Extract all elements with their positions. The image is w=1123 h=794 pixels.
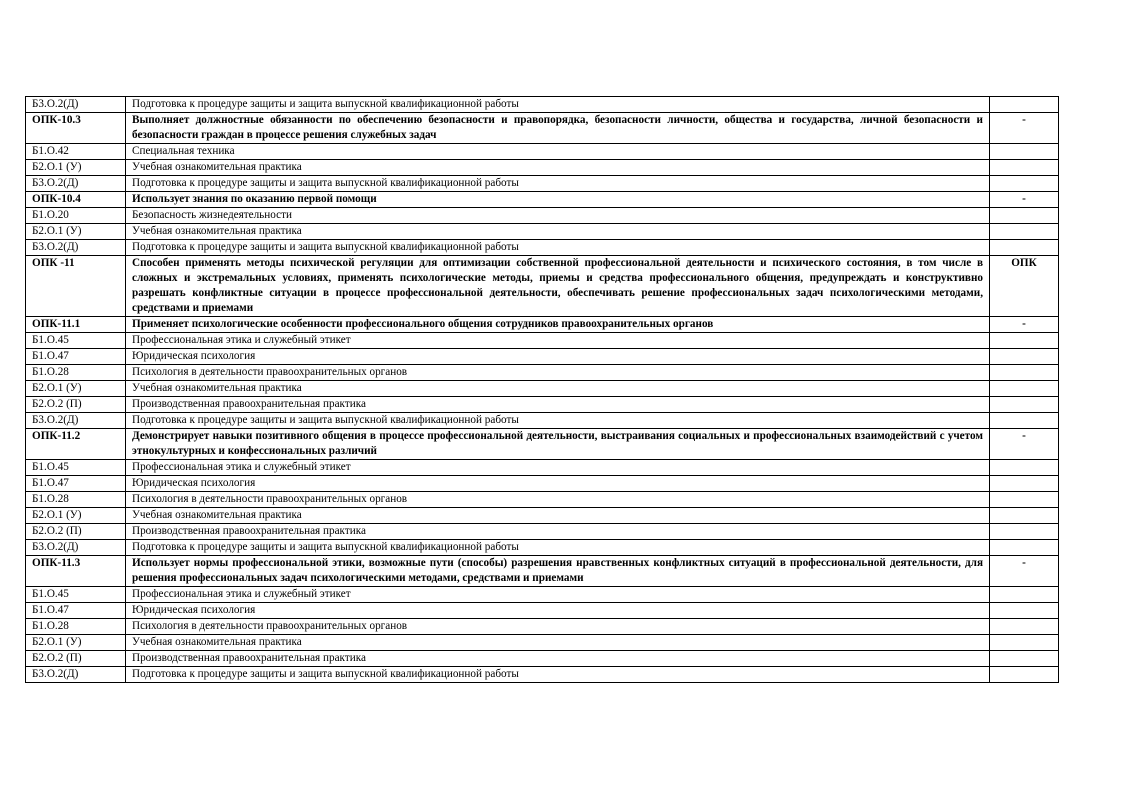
row-description: Применяет психологические особенности профессионального общения сотрудников правоохранительных органов [126, 317, 990, 333]
row-description: Подготовка к процедуре защиты и защита выпускной квалификационной работы [126, 540, 990, 556]
row-description: Юридическая психология [126, 603, 990, 619]
row-code: ОПК-10.3 [26, 113, 126, 144]
row-type: - [990, 192, 1059, 208]
row-description: Учебная ознакомительная практика [126, 224, 990, 240]
row-code: Б1.О.45 [26, 587, 126, 603]
row-code: Б3.О.2(Д) [26, 97, 126, 113]
row-description: Выполняет должностные обязанности по обеспечению безопасности и правопорядка, безопасности личности, общества и государства, личной безопасности и безопасности граждан в процессе решения служебных задач [126, 113, 990, 144]
row-code: Б3.О.2(Д) [26, 176, 126, 192]
discipline-row [26, 160, 1059, 176]
row-code: ОПК-11.2 [26, 429, 126, 460]
discipline-row [26, 540, 1059, 556]
row-type [990, 208, 1059, 224]
row-type [990, 476, 1059, 492]
row-description: Психология в деятельности правоохранительных органов [126, 365, 990, 381]
discipline-row [26, 619, 1059, 635]
row-code: Б3.О.2(Д) [26, 240, 126, 256]
discipline-row [26, 240, 1059, 256]
row-type [990, 492, 1059, 508]
row-code: Б2.О.2 (П) [26, 524, 126, 540]
row-type [990, 635, 1059, 651]
row-type [990, 97, 1059, 113]
row-description: Учебная ознакомительная практика [126, 508, 990, 524]
discipline-row [26, 176, 1059, 192]
table-body [26, 97, 1059, 683]
row-description: Подготовка к процедуре защиты и защита выпускной квалификационной работы [126, 97, 990, 113]
row-code: Б2.О.1 (У) [26, 635, 126, 651]
row-code: Б2.О.2 (П) [26, 397, 126, 413]
row-code: Б1.О.45 [26, 460, 126, 476]
discipline-row [26, 144, 1059, 160]
row-type: - [990, 113, 1059, 144]
discipline-row [26, 492, 1059, 508]
row-code: Б1.О.47 [26, 476, 126, 492]
discipline-row [26, 365, 1059, 381]
row-code: Б1.О.47 [26, 349, 126, 365]
row-type [990, 587, 1059, 603]
row-type: - [990, 317, 1059, 333]
discipline-row [26, 508, 1059, 524]
row-description: Использует знания по оказанию первой помощи [126, 192, 990, 208]
competence-row [26, 113, 1059, 144]
competence-row [26, 429, 1059, 460]
row-description: Подготовка к процедуре защиты и защита выпускной квалификационной работы [126, 240, 990, 256]
row-description: Способен применять методы психической регуляции для оптимизации собственной профессиональной деятельности и психического состояния, в том числе в сложных и экстремальных условиях, применять психологические методы, приемы и средства профессионального общения, предупреждать и конструктивно разрешать конфликтные ситуации в процессе профессиональной деятельности, обеспечивать решение профессиональных задач психологическими методами, средствами и приемами [126, 256, 990, 317]
discipline-row [26, 476, 1059, 492]
row-type: - [990, 429, 1059, 460]
row-type [990, 365, 1059, 381]
row-code: Б1.О.42 [26, 144, 126, 160]
competence-row [26, 556, 1059, 587]
row-code: Б1.О.45 [26, 333, 126, 349]
row-type [990, 144, 1059, 160]
row-type [990, 176, 1059, 192]
row-type [990, 524, 1059, 540]
discipline-row [26, 460, 1059, 476]
discipline-row [26, 413, 1059, 429]
discipline-row [26, 667, 1059, 683]
row-type [990, 540, 1059, 556]
row-description: Психология в деятельности правоохранительных органов [126, 619, 990, 635]
discipline-row [26, 524, 1059, 540]
row-code: Б1.О.20 [26, 208, 126, 224]
row-description: Учебная ознакомительная практика [126, 160, 990, 176]
discipline-row [26, 333, 1059, 349]
row-type [990, 397, 1059, 413]
row-description: Демонстрирует навыки позитивного общения в процессе профессиональной деятельности, выстраивания социальных и профессиональных взаимодействий с учетом этнокультурных и конфессиональных различий [126, 429, 990, 460]
row-description: Профессиональная этика и служебный этикет [126, 460, 990, 476]
row-code: ОПК-11.3 [26, 556, 126, 587]
row-code: Б1.О.47 [26, 603, 126, 619]
row-description: Профессиональная этика и служебный этикет [126, 587, 990, 603]
discipline-row [26, 208, 1059, 224]
row-code: Б1.О.28 [26, 365, 126, 381]
row-code: Б2.О.1 (У) [26, 160, 126, 176]
row-type [990, 349, 1059, 365]
discipline-row [26, 224, 1059, 240]
row-type [990, 508, 1059, 524]
row-type [990, 667, 1059, 683]
row-description: Специальная техника [126, 144, 990, 160]
row-type: - [990, 556, 1059, 587]
row-type [990, 413, 1059, 429]
competence-row [26, 317, 1059, 333]
row-code: Б3.О.2(Д) [26, 667, 126, 683]
row-code: Б2.О.2 (П) [26, 651, 126, 667]
row-type [990, 603, 1059, 619]
competence-row [26, 256, 1059, 317]
row-code: ОПК-11.1 [26, 317, 126, 333]
row-type [990, 224, 1059, 240]
row-type [990, 240, 1059, 256]
discipline-row [26, 397, 1059, 413]
row-type [990, 460, 1059, 476]
discipline-row [26, 349, 1059, 365]
discipline-row [26, 603, 1059, 619]
row-type [990, 160, 1059, 176]
row-code: Б3.О.2(Д) [26, 540, 126, 556]
row-code: Б2.О.1 (У) [26, 381, 126, 397]
row-code: Б3.О.2(Д) [26, 413, 126, 429]
row-code: Б1.О.28 [26, 492, 126, 508]
row-code: Б2.О.1 (У) [26, 224, 126, 240]
row-code: ОПК -11 [26, 256, 126, 317]
row-type [990, 619, 1059, 635]
row-description: Использует нормы профессиональной этики, возможные пути (способы) разрешения нравственных конфликтных ситуаций в профессиональной деятельности, для решения профессиональных задач психологическими методами, средствами и приемами [126, 556, 990, 587]
row-description: Подготовка к процедуре защиты и защита выпускной квалификационной работы [126, 667, 990, 683]
row-description: Производственная правоохранительная практика [126, 651, 990, 667]
row-code: ОПК-10.4 [26, 192, 126, 208]
discipline-row [26, 635, 1059, 651]
row-code: Б1.О.28 [26, 619, 126, 635]
row-type [990, 333, 1059, 349]
row-description: Учебная ознакомительная практика [126, 635, 990, 651]
row-description: Юридическая психология [126, 349, 990, 365]
row-description: Профессиональная этика и служебный этикет [126, 333, 990, 349]
competence-table [25, 96, 1059, 683]
competence-row [26, 192, 1059, 208]
discipline-row [26, 381, 1059, 397]
row-description: Производственная правоохранительная практика [126, 397, 990, 413]
row-description: Психология в деятельности правоохранительных органов [126, 492, 990, 508]
row-description: Подготовка к процедуре защиты и защита выпускной квалификационной работы [126, 176, 990, 192]
row-description: Подготовка к процедуре защиты и защита выпускной квалификационной работы [126, 413, 990, 429]
row-code: Б2.О.1 (У) [26, 508, 126, 524]
row-type: ОПК [990, 256, 1059, 317]
row-description: Юридическая психология [126, 476, 990, 492]
discipline-row [26, 97, 1059, 113]
row-type [990, 381, 1059, 397]
row-type [990, 651, 1059, 667]
row-description: Производственная правоохранительная практика [126, 524, 990, 540]
discipline-row [26, 651, 1059, 667]
discipline-row [26, 587, 1059, 603]
row-description: Безопасность жизнедеятельности [126, 208, 990, 224]
row-description: Учебная ознакомительная практика [126, 381, 990, 397]
